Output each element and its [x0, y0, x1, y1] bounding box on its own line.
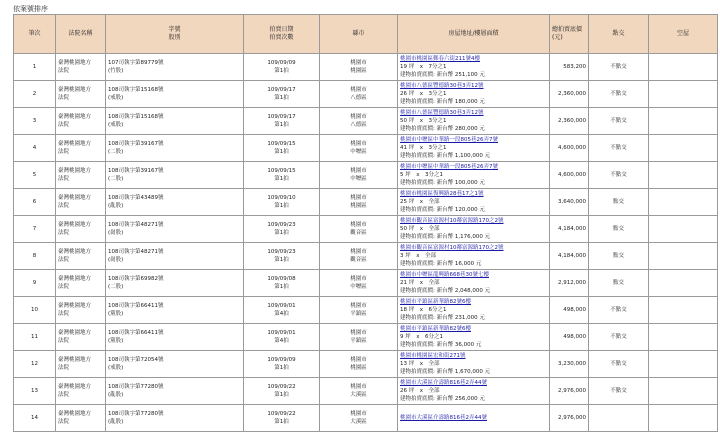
- city-district: 桃園市 八德區: [320, 81, 398, 108]
- sort-by-case-link[interactable]: 依案號排序: [13, 5, 48, 13]
- court-name: 臺灣桃園地方 法院: [56, 135, 106, 162]
- total-price: 4,600,000: [550, 162, 589, 189]
- handover-status: 不點交: [589, 324, 649, 351]
- row-number: 6: [14, 189, 56, 216]
- auction-date: 109/09/10 第1拍: [244, 189, 320, 216]
- area-share: 41 坪 x 3分之1: [400, 145, 447, 151]
- building-price: 建物拍賣底價: 新台幣 1,176,000 元: [400, 234, 491, 240]
- row-number: 8: [14, 243, 56, 270]
- building-price: 建物拍賣底價: 新台幣 256,000 元: [400, 396, 485, 402]
- case-number: 108司執字第66411號 (黨股): [106, 297, 244, 324]
- case-number: 108司執字第48271號 (崗股): [106, 216, 244, 243]
- handover-status: 點交: [589, 216, 649, 243]
- area-share: 3 坪 x 全部: [400, 253, 437, 259]
- building-price: 建物拍賣底價: 新台幣 251,100 元: [400, 72, 485, 78]
- address-link[interactable]: 桃園市八德區豐德路30巷3弄12號: [400, 83, 484, 89]
- row-number: 9: [14, 270, 56, 297]
- header-case: 字號 股別: [106, 15, 244, 54]
- address-link[interactable]: 桃園市桃園區復興路28巷17之1號: [400, 191, 484, 197]
- area-share: 5 坪 x 3分之1: [400, 172, 444, 178]
- case-number: 108司執字第66411號 (黨股): [106, 324, 244, 351]
- case-number: 108司執字第15168號 (戒股): [106, 81, 244, 108]
- city-district: 桃園市 桃園區: [320, 351, 398, 378]
- area-share: 18 坪 x 6分之1: [400, 307, 447, 313]
- address-cell: [398, 324, 550, 351]
- row-number: 13: [14, 378, 56, 405]
- address-link[interactable]: 桃園市觀音區富源村10鄰富源路170之2號: [400, 245, 504, 251]
- case-number: 108司執字第39167號 (二股): [106, 135, 244, 162]
- auction-date: 109/09/17 第1拍: [244, 108, 320, 135]
- vacant-status: [649, 297, 718, 324]
- vacant-status: [649, 270, 718, 297]
- auction-date: 109/09/23 第1拍: [244, 243, 320, 270]
- case-number: 107司執字第89779號 (竹股): [106, 54, 244, 81]
- vacant-status: [649, 135, 718, 162]
- table-header-row: [14, 15, 718, 54]
- total-price: 4,184,000: [550, 243, 589, 270]
- total-price: 3,640,000: [550, 189, 589, 216]
- vacant-status: [649, 162, 718, 189]
- area-share: 19 坪 x 7分之1: [400, 64, 447, 70]
- row-number: 12: [14, 351, 56, 378]
- handover-status: 不點交: [589, 108, 649, 135]
- header-handover: 點交: [589, 15, 649, 54]
- city-district: 桃園市 觀音區: [320, 243, 398, 270]
- auction-date: 109/09/22 第1拍: [244, 405, 320, 432]
- court-name: 臺灣桃園地方 法院: [56, 378, 106, 405]
- city-district: 桃園市 中壢區: [320, 162, 398, 189]
- case-number: 108司執字第72054號 (戒股): [106, 351, 244, 378]
- vacant-status: [649, 81, 718, 108]
- court-name: 臺灣桃園地方 法院: [56, 189, 106, 216]
- header-price: 總拍賣底價 (元): [550, 15, 589, 54]
- table-row: [14, 270, 718, 297]
- address-link[interactable]: 桃園市中壢區中華路一段805巷26弄7號: [400, 164, 498, 170]
- auction-date: 109/09/08 第1拍: [244, 270, 320, 297]
- address-link[interactable]: 桃園市大溪區介壽路816巷2弄44號: [400, 415, 487, 421]
- vacant-status: [649, 189, 718, 216]
- address-cell: [398, 405, 550, 432]
- total-price: 2,976,000: [550, 378, 589, 405]
- address-cell: [398, 108, 550, 135]
- area-share: 25 坪 x 全部: [400, 199, 440, 205]
- area-share: 9 坪 x 6分之1: [400, 334, 444, 340]
- table-row: [14, 324, 718, 351]
- header-city: 縣市: [320, 15, 398, 54]
- table-row: [14, 297, 718, 324]
- table-row: [14, 243, 718, 270]
- total-price: 498,000: [550, 297, 589, 324]
- address-cell: [398, 243, 550, 270]
- table-row: [14, 351, 718, 378]
- address-link[interactable]: 桃園市平鎮區新華路82號6樓: [400, 326, 471, 332]
- case-number: 108司執字第69982號 (二股): [106, 270, 244, 297]
- city-district: 桃園市 中壢區: [320, 135, 398, 162]
- building-price: 建物拍賣底價: 新台幣 2,048,000 元: [400, 288, 491, 294]
- address-link[interactable]: 桃園市桃園區郵春六街211號4樓: [400, 56, 480, 62]
- row-number: 7: [14, 216, 56, 243]
- building-price: 建物拍賣底價: 新台幣 1,670,000 元: [400, 369, 491, 375]
- row-number: 1: [14, 54, 56, 81]
- handover-status: 不點交: [589, 135, 649, 162]
- court-name: 臺灣桃園地方 法院: [56, 270, 106, 297]
- address-cell: [398, 54, 550, 81]
- table-row: [14, 54, 718, 81]
- city-district: 桃園市 八德區: [320, 108, 398, 135]
- area-share: 50 坪 x 3分之1: [400, 118, 447, 124]
- address-cell: [398, 270, 550, 297]
- city-district: 桃園市 平鎮區: [320, 324, 398, 351]
- address-link[interactable]: 桃園市大溪區介壽路816巷2弄44號: [400, 380, 487, 386]
- address-cell: [398, 135, 550, 162]
- building-price: 建物拍賣底價: 新台幣 120,000 元: [400, 207, 485, 213]
- vacant-status: [649, 405, 718, 432]
- vacant-status: [649, 54, 718, 81]
- area-share: 26 坪 x 3分之1: [400, 91, 447, 97]
- court-name: 臺灣桃園地方 法院: [56, 108, 106, 135]
- auction-date: 109/09/09 第1拍: [244, 54, 320, 81]
- address-link[interactable]: 桃園市中壢區中華路一段805巷26弄7號: [400, 137, 498, 143]
- court-name: 臺灣桃園地方 法院: [56, 54, 106, 81]
- row-number: 10: [14, 297, 56, 324]
- total-price: 2,360,000: [550, 108, 589, 135]
- handover-status: 不點交: [589, 81, 649, 108]
- total-price: 2,976,000: [550, 405, 589, 432]
- total-price: 4,184,000: [550, 216, 589, 243]
- row-number: 4: [14, 135, 56, 162]
- court-name: 臺灣桃園地方 法院: [56, 216, 106, 243]
- total-price: 2,360,000: [550, 81, 589, 108]
- vacant-status: [649, 108, 718, 135]
- handover-status: 不點交: [589, 351, 649, 378]
- table-row: [14, 378, 718, 405]
- table-row: [14, 162, 718, 189]
- case-number: 108司執字第77280號 (亂股): [106, 405, 244, 432]
- handover-status: 點交: [589, 243, 649, 270]
- case-number: 108司執字第43489號 (亂股): [106, 189, 244, 216]
- handover-status: 不點交: [589, 54, 649, 81]
- building-price: 建物拍賣底價: 新台幣 36,000 元: [400, 342, 482, 348]
- auction-date: 109/09/23 第1拍: [244, 216, 320, 243]
- auction-date: 109/09/15 第1拍: [244, 135, 320, 162]
- auction-date: 109/09/17 第1拍: [244, 81, 320, 108]
- vacant-status: [649, 378, 718, 405]
- address-cell: [398, 351, 550, 378]
- case-number: 108司執字第77280號 (亂股): [106, 378, 244, 405]
- row-number: 2: [14, 81, 56, 108]
- building-price: 建物拍賣底價: 新台幣 280,000 元: [400, 126, 485, 132]
- address-link[interactable]: 桃園市桃園區宏和街271號: [400, 353, 466, 359]
- city-district: 桃園市 中壢區: [320, 270, 398, 297]
- table-row: [14, 405, 718, 432]
- building-price: 建物拍賣底價: 新台幣 231,000 元: [400, 315, 485, 321]
- court-name: 臺灣桃園地方 法院: [56, 297, 106, 324]
- court-name: 臺灣桃園地方 法院: [56, 351, 106, 378]
- case-number: 108司執字第15168號 (戒股): [106, 108, 244, 135]
- court-name: 臺灣桃園地方 法院: [56, 243, 106, 270]
- address-cell: [398, 162, 550, 189]
- building-price: 建物拍賣底價: 新台幣 16,000 元: [400, 261, 482, 267]
- table-row: [14, 81, 718, 108]
- table-row: [14, 189, 718, 216]
- area-share: 26 坪 x 全部: [400, 388, 440, 394]
- total-price: 498,000: [550, 324, 589, 351]
- total-price: 2,912,000: [550, 270, 589, 297]
- handover-status: 不點交: [589, 297, 649, 324]
- address-link[interactable]: 桃園市平鎮區新華路82號6樓: [400, 299, 471, 305]
- city-district: 桃園市 觀音區: [320, 216, 398, 243]
- auction-date: 109/09/09 第1拍: [244, 351, 320, 378]
- header-date: 拍賣日期 拍賣次數: [244, 15, 320, 54]
- court-name: 臺灣桃園地方 法院: [56, 162, 106, 189]
- handover-status: 點交: [589, 270, 649, 297]
- city-district: 桃園市 平鎮區: [320, 297, 398, 324]
- auction-date: 109/09/15 第1拍: [244, 162, 320, 189]
- city-district: 桃園市 桃園區: [320, 54, 398, 81]
- vacant-status: [649, 351, 718, 378]
- city-district: 桃園市 桃園區: [320, 189, 398, 216]
- row-number: 14: [14, 405, 56, 432]
- table-row: [14, 135, 718, 162]
- address-link[interactable]: 桃園市觀音區富源村10鄰富源路170之2號: [400, 218, 504, 224]
- city-district: 桃園市 大溪區: [320, 378, 398, 405]
- row-number: 11: [14, 324, 56, 351]
- auction-date: 109/09/22 第1拍: [244, 378, 320, 405]
- court-name: 臺灣桃園地方 法院: [56, 405, 106, 432]
- header-address: 房屋地址/樓層面積: [398, 15, 550, 54]
- city-district: 桃園市 大溪區: [320, 405, 398, 432]
- total-price: 583,200: [550, 54, 589, 81]
- total-price: 4,600,000: [550, 135, 589, 162]
- area-share: 50 坪 x 全部: [400, 226, 440, 232]
- vacant-status: [649, 324, 718, 351]
- address-link[interactable]: 桃園市中壢區龍興路668巷30號七樓: [400, 272, 489, 278]
- case-number: 108司執字第39167號 (二股): [106, 162, 244, 189]
- address-link[interactable]: 桃園市八德區豐德路30巷3弄12號: [400, 110, 484, 116]
- case-number: 108司執字第48271號 (崗股): [106, 243, 244, 270]
- header-court: 法院名稱: [56, 15, 106, 54]
- building-price: 建物拍賣底價: 新台幣 1,100,000 元: [400, 153, 491, 159]
- building-price: 建物拍賣底價: 新台幣 180,000 元: [400, 99, 485, 105]
- handover-status: 不點交: [589, 378, 649, 405]
- court-name: 臺灣桃園地方 法院: [56, 324, 106, 351]
- handover-status: [589, 405, 649, 432]
- court-name: 臺灣桃園地方 法院: [56, 81, 106, 108]
- header-no: 筆次: [14, 15, 56, 54]
- area-share: 13 坪 x 全部: [400, 361, 440, 367]
- address-cell: [398, 297, 550, 324]
- address-cell: [398, 216, 550, 243]
- total-price: 3,230,000: [550, 351, 589, 378]
- auction-table: [13, 14, 718, 432]
- row-number: 3: [14, 108, 56, 135]
- handover-status: 不點交: [589, 162, 649, 189]
- table-row: [14, 216, 718, 243]
- building-price: 建物拍賣底價: 新台幣 100,000 元: [400, 180, 485, 186]
- address-cell: [398, 189, 550, 216]
- table-row: [14, 108, 718, 135]
- vacant-status: [649, 216, 718, 243]
- auction-date: 109/09/01 第4拍: [244, 324, 320, 351]
- address-cell: [398, 81, 550, 108]
- row-number: 5: [14, 162, 56, 189]
- area-share: 21 坪 x 全部: [400, 280, 440, 286]
- auction-date: 109/09/01 第4拍: [244, 297, 320, 324]
- handover-status: 點交: [589, 189, 649, 216]
- address-cell: [398, 378, 550, 405]
- header-vacant: 空屋: [649, 15, 718, 54]
- vacant-status: [649, 243, 718, 270]
